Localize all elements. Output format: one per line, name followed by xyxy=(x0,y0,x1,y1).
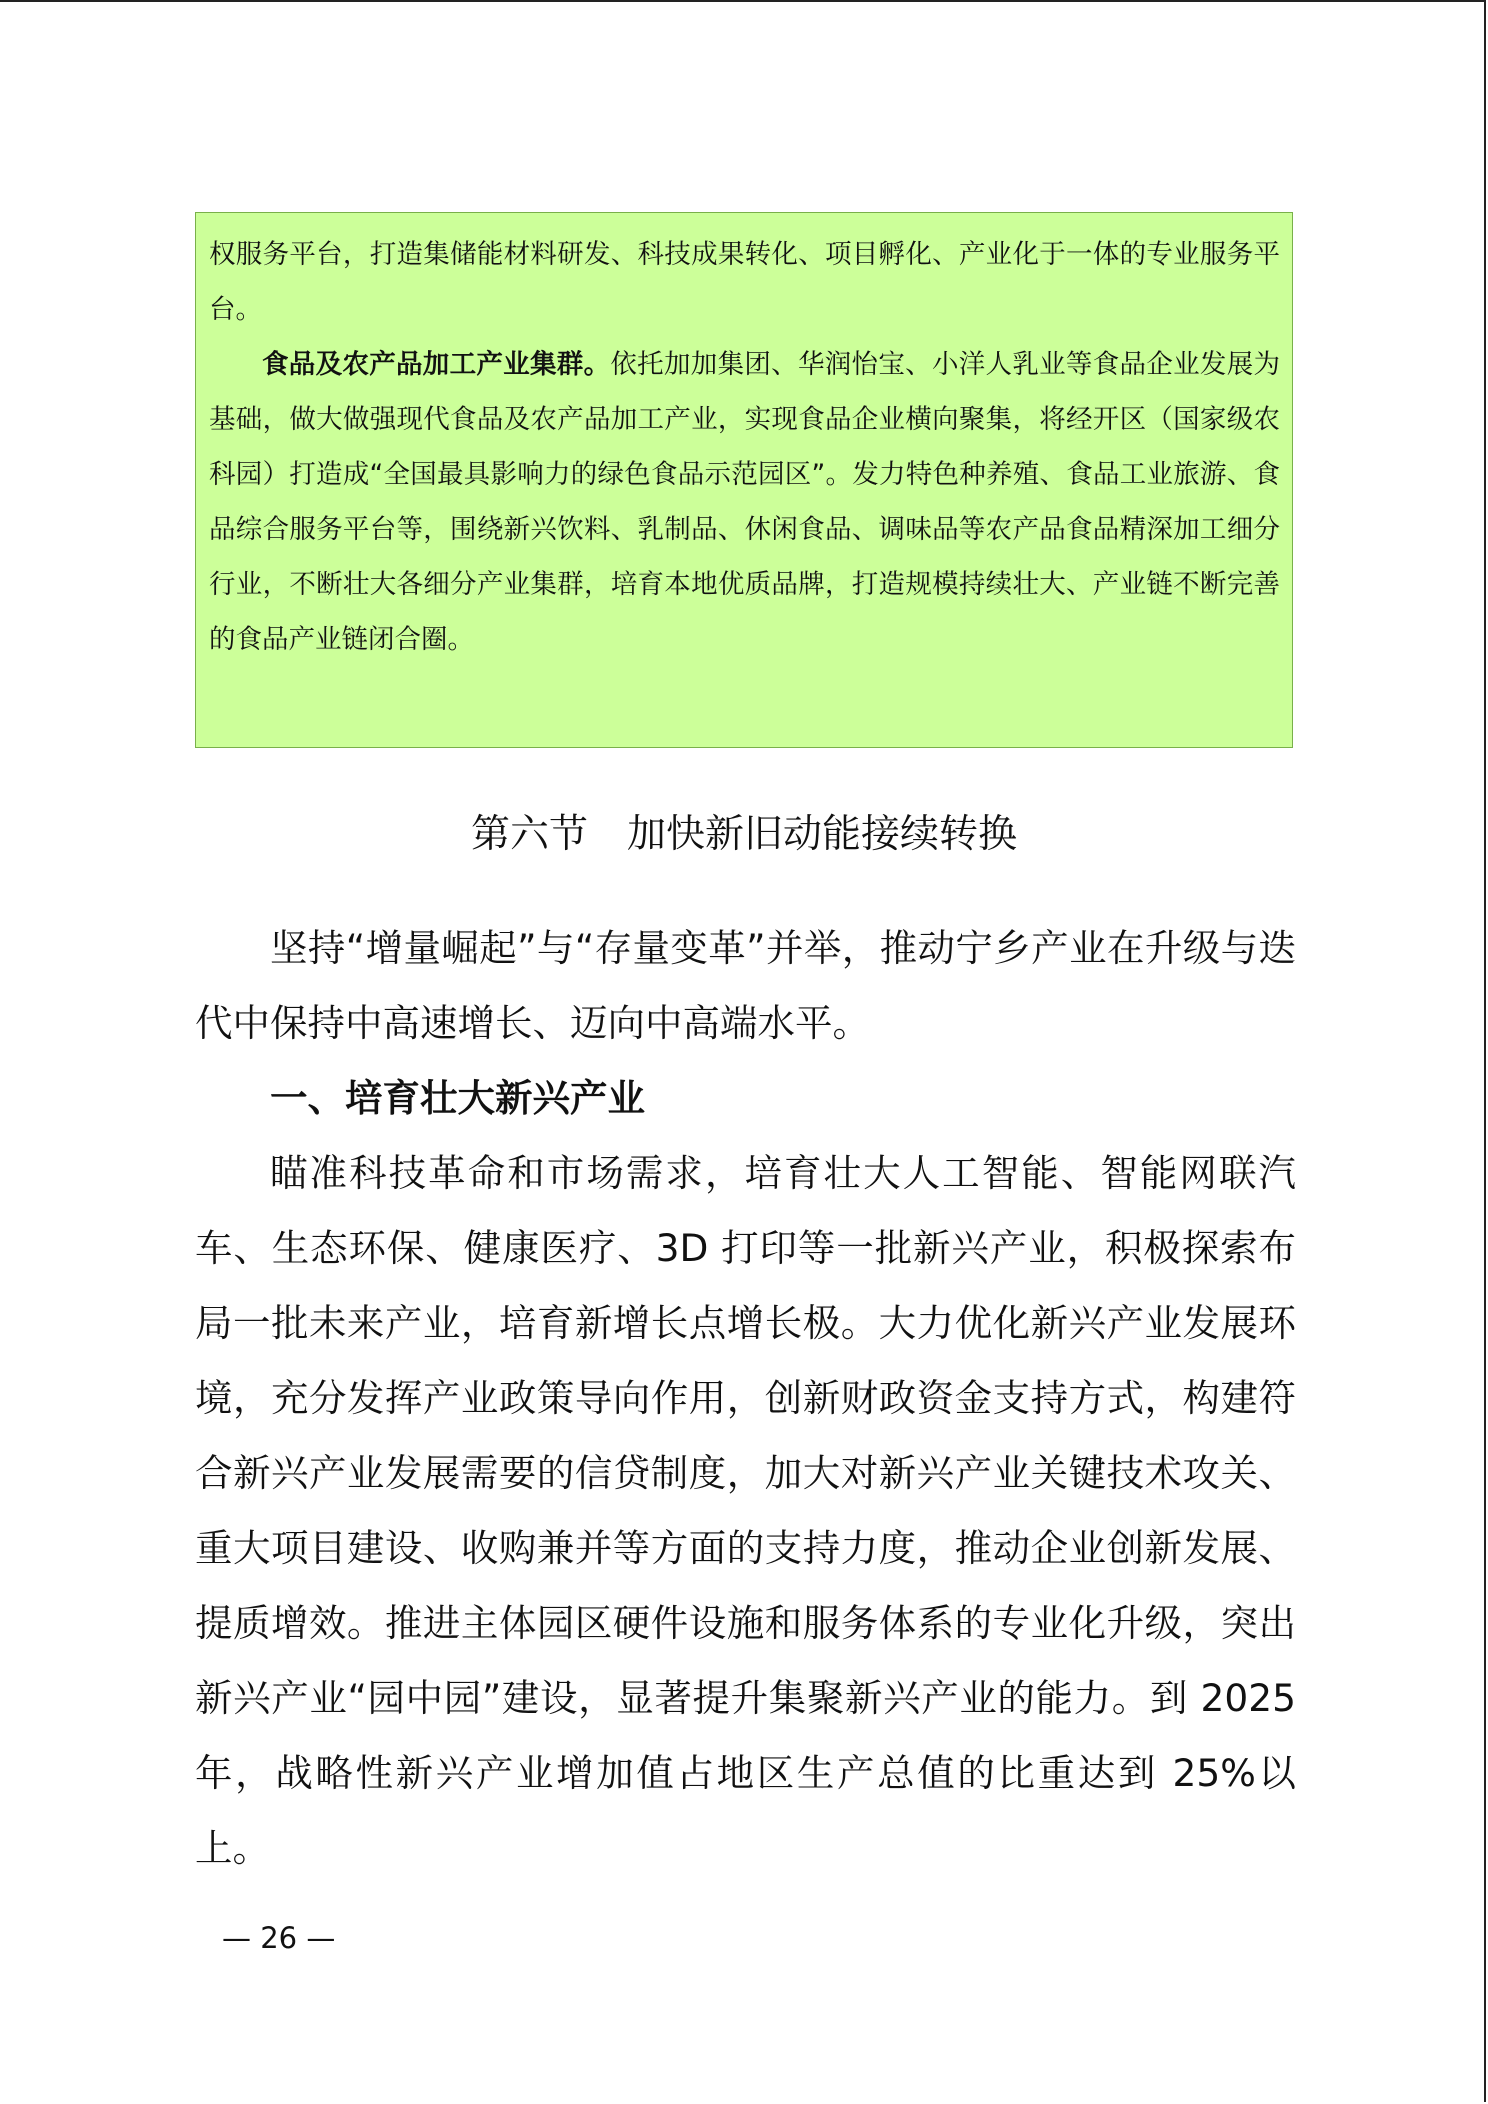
box-paragraph-continued: 权服务平台，打造集储能材料研发、科技成果转化、项目孵化、产业化于一体的专业服务平台。 xyxy=(209,239,1280,325)
main-body xyxy=(195,911,1296,1886)
section-title: 第六节 加快新旧动能接续转换 xyxy=(470,812,1017,857)
page-number: — 26 — xyxy=(222,1921,336,1955)
box-paragraph-food-cluster xyxy=(209,337,1280,667)
intro-paragraph: 坚持“增量崛起”与“存量变革”并举，推动宁乡产业在升级与迭代中保持中高速增长、迈向中高端水平。 xyxy=(195,926,1296,1045)
highlight-box xyxy=(195,212,1293,748)
subheading-emerging-industries: 一、培育壮大新兴产业 xyxy=(270,1076,645,1120)
box-paragraph-body: 依托加加集团、华润怡宝、小洋人乳业等食品企业发展为基础，做大做强现代食品及农产品加工产业，实现食品企业横向聚集，将经开区（国家级农科园）打造成“全国最具影响力的绿色食品示范园区”。发力特色种养殖、食品工业旅游、食品综合服务平台等，围绕新兴饮料、乳制品、休闲食品、调味品等农产品食品精深加工细分行业，不断壮大各细分产业集群，培育本地优质品牌，打造规模持续壮大、产业链不断完善的食品产业链闭合圈。 xyxy=(209,349,1281,655)
box-paragraph-bold-lead: 食品及农产品加工产业集群。 xyxy=(262,349,611,380)
emerging-industries-paragraph: 瞄准科技革命和市场需求，培育壮大人工智能、智能网联汽车、生态环保、健康医疗、3D 打印等一批新兴产业，积极探索布局一批未来产业，培育新增长点增长极。大力优化新兴产业发展环境，充分发挥产业政策导向作用，创新财政资金支持方式，构建符合新兴产业发展需要的信贷制度，加大对新兴产业关键技术攻关、重大项目建设、收购兼并等方面的支持力度，推动企业创新发展、提质增效。推进主体园区硬件设施和服务体系的专业化升级，突出新兴产业“园中园”建设，显著提升集聚新兴产业的能力。到 2025 年，战略性新兴产业增加值占地区生产总值的比重达到 25%以上。 xyxy=(195,1151,1296,1870)
